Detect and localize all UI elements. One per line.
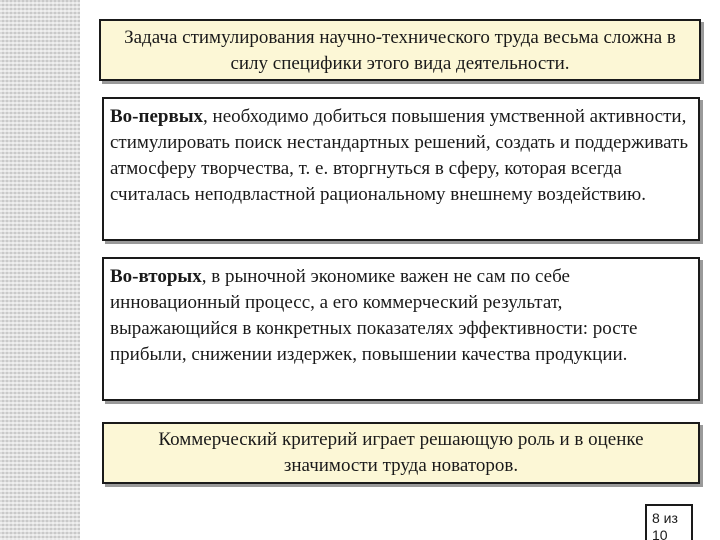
decorative-side-stripe xyxy=(0,0,80,540)
conclusion-text: Коммерческий критерий играет решающую роль и в оценке значимости труда новаторов. xyxy=(158,429,644,476)
intro-text: Задача стимулирования научно-технического труда весьма сложна в силу специфики этого вида деятельности. xyxy=(124,27,676,74)
second-point-text: , в рыночной экономике важен не сам по себе инновационный процесс, а его коммерческий результат, выражающийся в конкретных показателях эффективности: росте прибыли, снижении издержек, повышении качества продукции. xyxy=(110,266,638,365)
first-point-text: , необходимо добиться повышения умственной активности, стимулировать поиск нестандартных решений, создать и поддерживать атмосферу творчества, т. е. вторгнуться в сферу, которая всегда считалась неподвластной рациональному внешнему воздействию. xyxy=(110,106,689,205)
first-point-box xyxy=(102,97,700,241)
second-point-lead: Во-вторых xyxy=(110,266,202,287)
page-indicator xyxy=(645,504,693,540)
conclusion-box xyxy=(102,422,700,484)
second-point-box xyxy=(102,257,700,401)
intro-box xyxy=(99,19,701,81)
page-indicator-text: 8 из 10 xyxy=(652,510,678,540)
first-point-lead: Во-первых xyxy=(110,106,204,127)
